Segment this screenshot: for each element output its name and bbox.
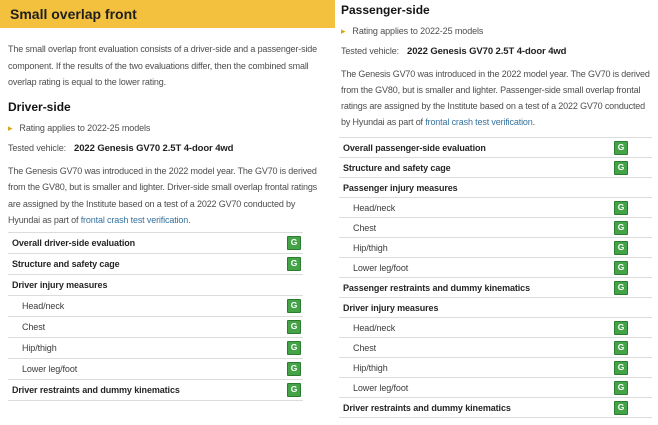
description-period: . xyxy=(532,117,536,127)
row-label: Driver restraints and dummy kinematics xyxy=(343,402,511,413)
row-label: Overall driver-side evaluation xyxy=(12,237,136,248)
rating-badge-g: G xyxy=(287,383,301,397)
row-label: Head/neck xyxy=(353,322,396,333)
table-row xyxy=(339,158,652,178)
rating-badge-g: G xyxy=(287,362,301,376)
row-label: Driver injury measures xyxy=(12,279,108,290)
description-text: The Genesis GV70 was introduced in the 2022 model year. The GV70 is derived from the GV80, but is smaller and lighter. Driver-side small overlap frontal ratings are assigned by the Institute based on a test of a 2022 GV70 conducted by Hyundai as part of xyxy=(8,165,318,225)
row-label: Lower leg/foot xyxy=(353,262,409,273)
tested-vehicle-value: 2022 Genesis GV70 2.5T 4-door 4wd xyxy=(74,142,234,154)
row-label: Head/neck xyxy=(353,202,396,213)
table-row xyxy=(339,298,652,318)
row-label: Structure and safety cage xyxy=(343,162,451,173)
passenger-side-rating-table xyxy=(339,137,652,418)
table-row xyxy=(339,338,652,358)
section-banner xyxy=(0,0,335,28)
rating-badge-g: G xyxy=(614,381,628,395)
table-row xyxy=(339,198,652,218)
rating-badge-g: G xyxy=(614,161,628,175)
rating-applies-text: Rating applies to 2022-25 models xyxy=(352,26,484,36)
table-row xyxy=(339,358,652,378)
row-label: Hip/thigh xyxy=(22,342,57,353)
row-label: Structure and safety cage xyxy=(12,258,120,269)
table-row xyxy=(339,378,652,398)
driver-side-rating-table xyxy=(8,232,303,401)
rating-badge-g: G xyxy=(614,321,628,335)
row-label: Chest xyxy=(353,222,377,233)
driver-side-heading: Driver-side xyxy=(8,99,71,114)
rating-badge-g: G xyxy=(614,261,628,275)
rating-badge-g: G xyxy=(614,401,628,415)
tested-vehicle-label: Tested vehicle: xyxy=(8,142,67,153)
table-row xyxy=(339,178,652,198)
row-label: Passenger injury measures xyxy=(343,182,458,193)
table-row xyxy=(339,398,652,418)
table-row xyxy=(8,254,303,275)
small-overlap-intro-text: The small overlap front evaluation consists of a driver-side and a passenger-side component. If the results of the two evaluations differ, then the combined small overlap rating is equal to the lower rating. xyxy=(8,44,318,87)
tested-vehicle-value: 2022 Genesis GV70 2.5T 4-door 4wd xyxy=(407,46,567,57)
page-title: Small overlap front xyxy=(10,6,137,22)
row-label: Overall passenger-side evaluation xyxy=(343,142,486,153)
driver-side-description xyxy=(8,163,323,229)
passenger-side-heading: Passenger-side xyxy=(341,3,430,17)
table-row xyxy=(8,296,303,317)
rating-badge-g: G xyxy=(287,320,301,334)
arrow-bullet-icon: ▸ xyxy=(341,26,346,36)
rating-badge-g: G xyxy=(614,241,628,255)
row-label: Lower leg/foot xyxy=(22,363,78,374)
table-row xyxy=(339,138,652,158)
table-row xyxy=(8,380,303,401)
row-label: Head/neck xyxy=(22,300,65,311)
row-label: Hip/thigh xyxy=(353,362,388,373)
passenger-side-description xyxy=(341,66,654,130)
row-label: Chest xyxy=(353,342,377,353)
row-label: Lower leg/foot xyxy=(353,382,409,393)
rating-badge-g: G xyxy=(614,221,628,235)
rating-badge-g: G xyxy=(614,281,628,295)
arrow-bullet-icon: ▸ xyxy=(8,122,13,133)
frontal-crash-test-verification-link[interactable]: frontal crash test verification xyxy=(425,117,533,127)
table-row xyxy=(8,317,303,338)
rating-badge-g: G xyxy=(614,141,628,155)
row-label: Driver restraints and dummy kinematics xyxy=(12,384,180,395)
rating-applies-text: Rating applies to 2022-25 models xyxy=(19,122,151,133)
driver-rating-applies-note xyxy=(8,123,335,133)
table-row xyxy=(8,338,303,359)
table-row xyxy=(339,278,652,298)
passenger-tested-vehicle-row xyxy=(341,46,658,57)
passenger-side-section xyxy=(339,0,658,418)
row-label: Chest xyxy=(22,321,46,332)
table-row xyxy=(339,218,652,238)
table-row xyxy=(8,359,303,380)
driver-tested-vehicle-row xyxy=(8,143,335,154)
rating-badge-g: G xyxy=(287,236,301,250)
tested-vehicle-label: Tested vehicle: xyxy=(341,46,400,56)
row-label: Passenger restraints and dummy kinematics xyxy=(343,282,530,293)
frontal-crash-test-verification-link[interactable]: frontal crash test verification xyxy=(80,215,189,225)
description-period: . xyxy=(188,215,191,225)
table-row xyxy=(339,318,652,338)
description-text: The Genesis GV70 was introduced in the 2022 model year. The GV70 is derived from the GV80, but is smaller and lighter. Passenger-side small overlap frontal ratings are assigned by the Institute based on a test of a 2022 GV70 conducted by Hyundai as part of xyxy=(341,69,650,127)
rating-badge-g: G xyxy=(614,341,628,355)
table-row xyxy=(339,258,652,278)
rating-badge-g: G xyxy=(287,299,301,313)
row-label: Driver injury measures xyxy=(343,302,439,313)
table-row xyxy=(8,275,303,296)
rating-badge-g: G xyxy=(614,201,628,215)
passenger-rating-applies-note xyxy=(341,26,658,36)
table-row xyxy=(339,238,652,258)
rating-badge-g: G xyxy=(287,341,301,355)
table-row xyxy=(8,233,303,254)
rating-badge-g: G xyxy=(614,361,628,375)
rating-badge-g: G xyxy=(287,257,301,271)
row-label: Hip/thigh xyxy=(353,242,388,253)
